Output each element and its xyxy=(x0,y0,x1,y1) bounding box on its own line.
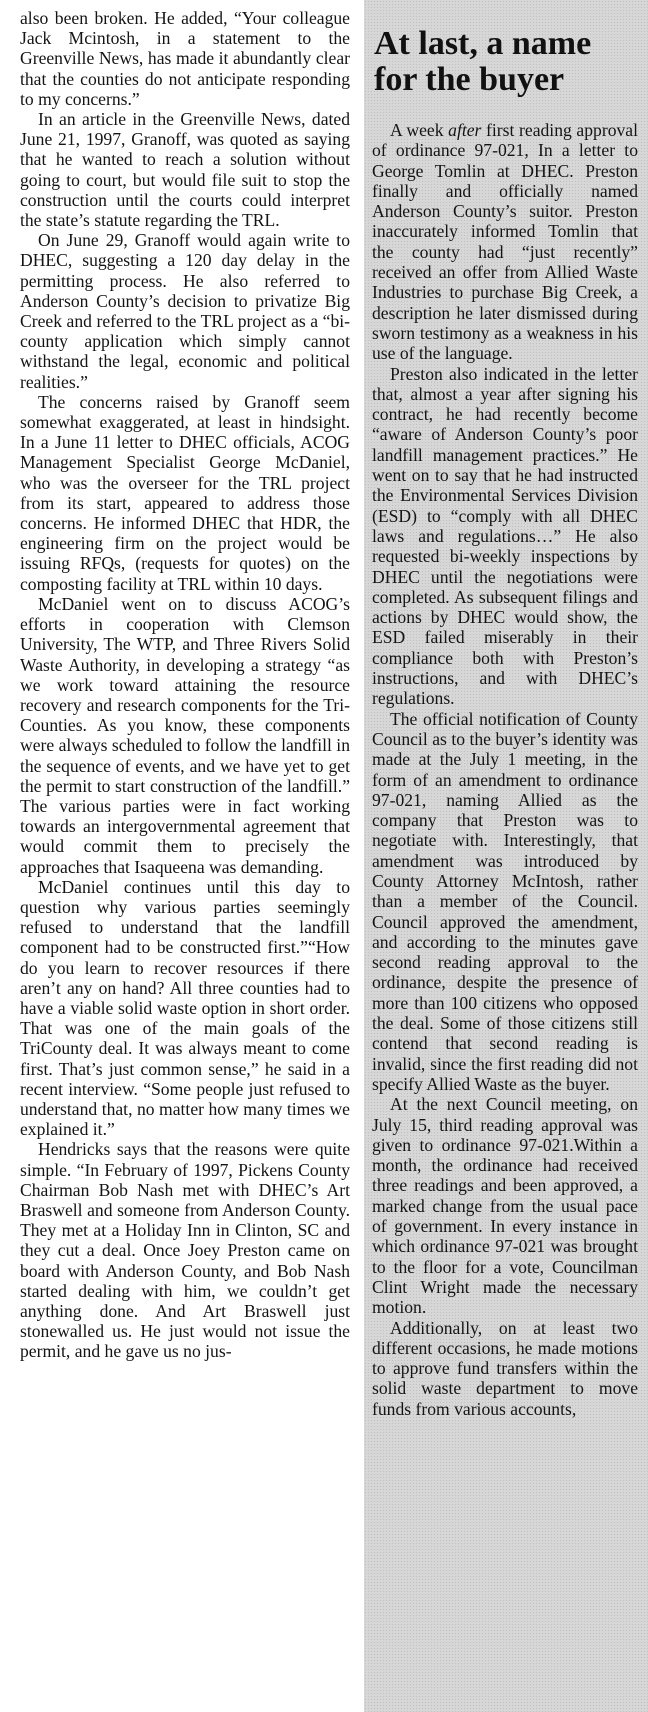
sidebar-p1-start: A week xyxy=(390,120,449,140)
article-paragraph-5: McDaniel went on to discuss ACOG’s efforts in cooperation with Clemson University, The WTP, and Three Rivers Solid Waste Authority, in developing a strategy “as we work toward attaining the resource recovery and research components for the Tri-Counties. As you know, these components were always scheduled to follow the landfill in the sequence of events, and we have yet to get the permit to start construction of the landfill.” The various parties were in fact working towards an intergovernmental agreement that would commit them to precisely the approaches that Isaqueena was demanding. xyxy=(20,593,350,877)
article-paragraph-4: The concerns raised by Granoff seem somewhat exaggerated, at least in hindsight. In a June 11 letter to DHEC officials, ACOG Management Specialist George McDaniel, who was the overseer for the TRL project from its start, appeared to address those concerns. He informed DHEC that HDR, the engineering firm on the project would be issuing RFQs, (requests for quotes) on the composting facility at TRL within 10 days. xyxy=(20,391,350,594)
article-paragraph-1: also been broken. He added, “Your colleague Jack Mcintosh, in a statement to the Greenville News, has made it abundantly clear that the counties do not anticipate responding to my concerns.” xyxy=(20,8,350,109)
article-paragraph-7: Hendricks says that the reasons were quite simple. “In February of 1997, Pickens County Chairman Bob Nash met with DHEC’s Art Braswell and someone from Anderson County. They met at a Holiday Inn in Clinton, SC and they cut a deal. Once Joey Preston came on board with Anderson County, and Bob Nash started dealing with him, we couldn’t get anything done. And Art Braswell just stonewalled us. He just would not issue the permit, and he gave us no jus- xyxy=(20,1139,350,1362)
sidebar-paragraph-3: The official notification of County Council as to the buyer’s identity was made at the July 1 meeting, in the form of an amendment to ordinance 97-021, naming Allied as the company that Preston was to negotiate with. Interestingly, that amendment was introduced by County Attorney McIntosh, rather than a member of the Council. Council approved the amendment, and according to the minutes gave second reading approval to the ordinance, despite the presence of more than 100 citizens who opposed the deal. Some of those citizens still contend that second reading is invalid, since the first reading did not specify Allied Waste as the buyer. xyxy=(372,708,638,1094)
sidebar-paragraph-5: Additionally, on at least two different occasions, he made motions to approve fund transfers within the solid waste department to move funds from various accounts, xyxy=(372,1317,638,1419)
article-paragraph-3: On June 29, Granoff would again write to DHEC, suggesting a 120 day delay in the permitting process. He also referred to Anderson County’s decision to privatize Big Creek and referred to the TRL project as a “bi-county application which simply cannot withstand the legal, economic and political realities.” xyxy=(20,230,350,392)
left-article-column xyxy=(20,8,350,1362)
article-paragraph-6: McDaniel continues until this day to question why various parties seemingly refused to understand that the landfill component had to be constructed first.”“How do you learn to recover resources if there aren’t any on hand? All three counties had to have a viable solid waste option in short order. That was one of the main goals of the TriCounty deal. It was always meant to come first. That’s just common sense,” he said in a recent interview. “Some people just refused to understand that, no matter how many times we explained it.” xyxy=(20,876,350,1140)
sidebar-headline: At last, a name for the buyer xyxy=(374,25,592,98)
article-paragraph-2: In an article in the Greenville News, dated June 21, 1997, Granoff, was quoted as saying that he wanted to reach a solution without going to court, but would file suit to stop the construction until the courts could interpret the state’s statute regarding the TRL. xyxy=(20,109,350,231)
sidebar-p1-rest: first reading approval of ordinance 97-021, In a letter to George Tomlin at DHEC. Preston finally and officially named Anderson County’s suitor. Preston inaccurately informed Tomlin that the county had “just recently” received an offer from Allied Waste Industries to purchase Big Creek, a description he later dismissed during sworn testimony as a weakness in his use of the language. xyxy=(372,120,638,364)
sidebar-paragraph-2: Preston also indicated in the letter that, almost a year after signing his contract, he had recently become “aware of Anderson County’s poor landfill management practices.” He went on to say that he had instructed the Environmental Services Division (ESD) to “comply with all DHEC laws and regulations…” He also requested bi-weekly inspections by DHEC until the negotiations were completed. As subsequent filings and actions by DHEC would show, the ESD failed miserably in their compliance both with Preston’s instructions, and with DHEC’s regulations. xyxy=(372,363,638,709)
sidebar-box xyxy=(364,0,648,1712)
sidebar-body xyxy=(372,120,638,1419)
sidebar-paragraph-4: At the next Council meeting, on July 15, third reading approval was given to ordinance 97-021.Within a month, the ordinance had received three readings and been approved, a marked change from the usual pace of government. In every instance in which ordinance 97-021 was brought to the floor for a vote, Councilman Clint Wright made the necessary motion. xyxy=(372,1094,638,1318)
sidebar-p1-emphasis: after xyxy=(448,120,482,140)
sidebar-paragraph-1 xyxy=(372,120,638,364)
